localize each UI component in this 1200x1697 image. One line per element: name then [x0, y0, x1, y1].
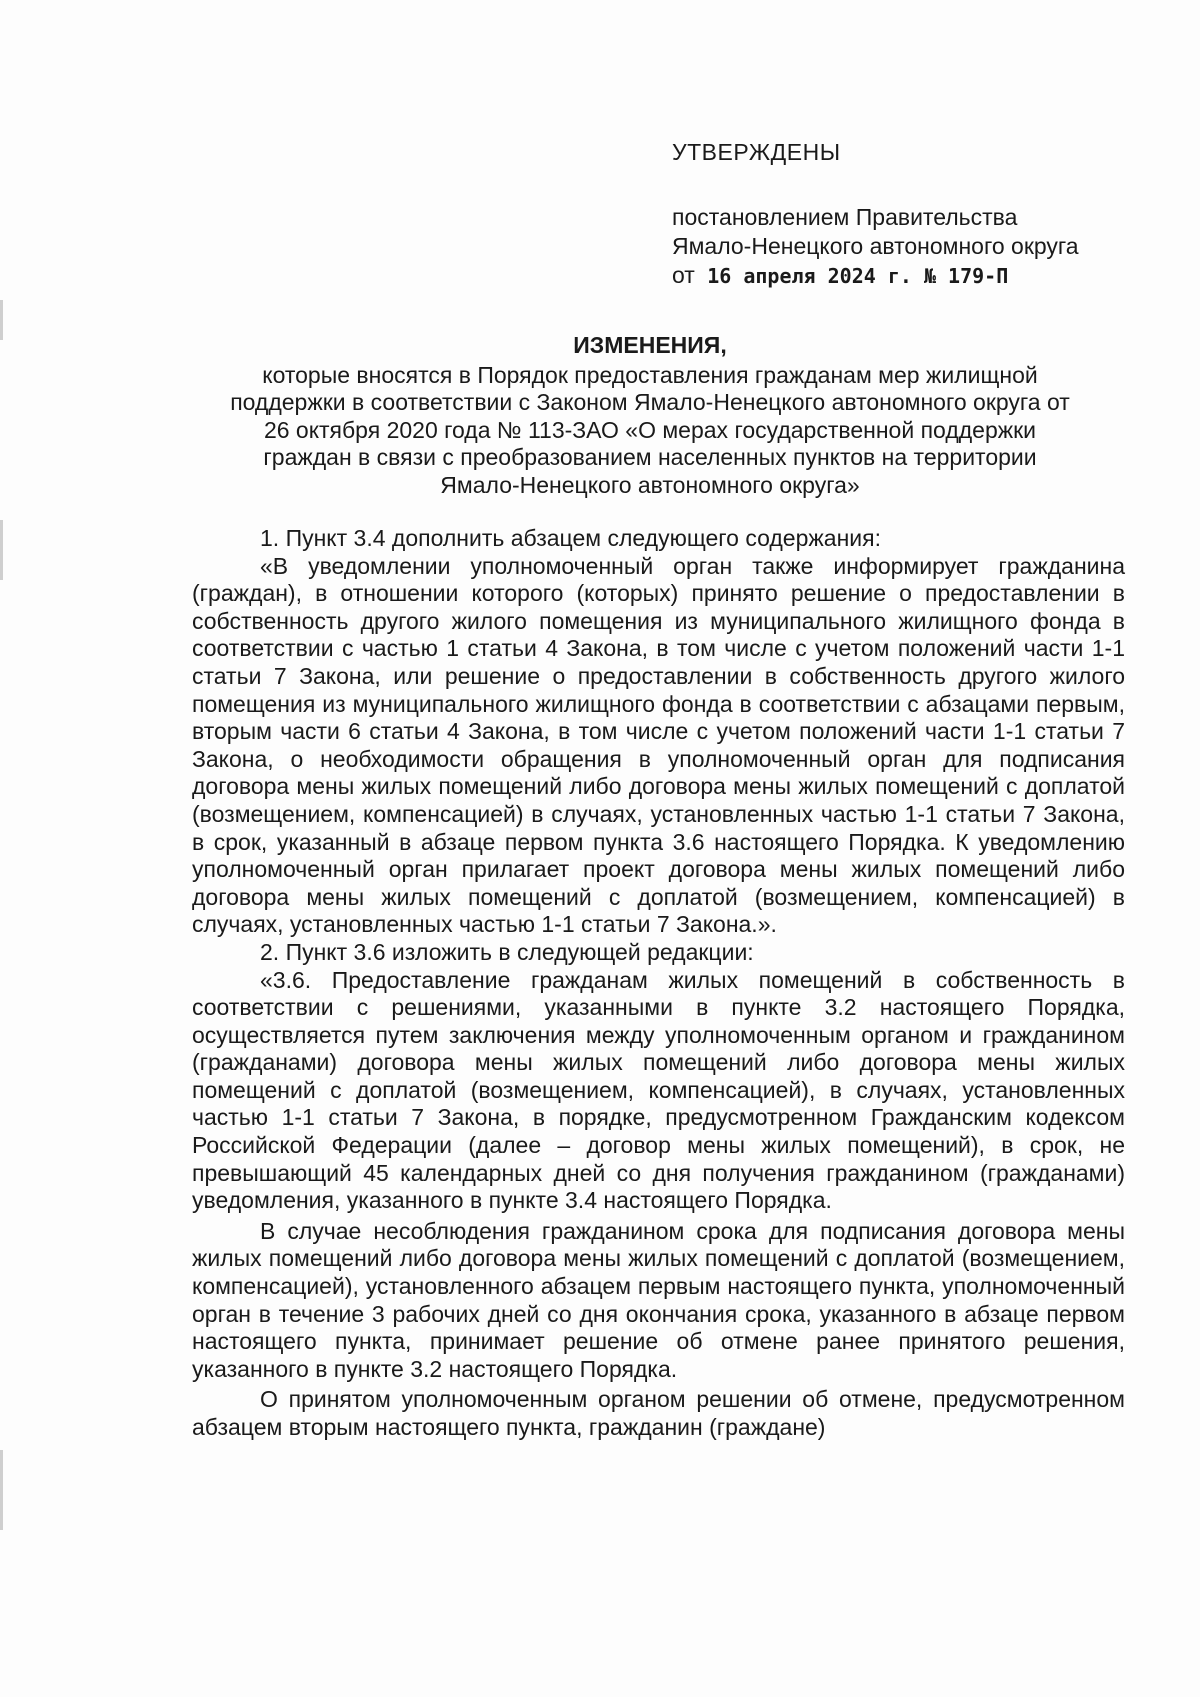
approval-line-decree: постановлением Правительства — [672, 204, 1018, 230]
approval-line-government: Ямало-Ненецкого автономного округа — [672, 233, 1079, 259]
document-body — [192, 525, 1125, 1442]
paragraph-item-1: 1. Пункт 3.4 дополнить абзацем следующего содержания: — [260, 525, 881, 551]
heading-title: ИЗМЕНЕНИЯ, — [573, 332, 727, 358]
approval-date — [672, 261, 1142, 291]
approval-block — [672, 138, 1142, 291]
heading-line: Ямало-Ненецкого автономного округа» — [440, 471, 860, 498]
scan-edge-mark — [0, 520, 3, 580]
heading-line: 26 октября 2020 года № 113-ЗАО «О мерах государственной поддержки — [263, 416, 1037, 443]
paragraph-non-compliance: В случае несоблюдения гражданином срока для подписания договора мены жилых помещений либо договора мены жилых помещений с доплатой (возмещением, компенсацией), установленного абзацем первым настоящего пункта, уполномоченный орган в течение 3 рабочих дней со дня окончания срока, указанного в абзаце первом настоящего пункта, принимает решение об отмене ранее принятого решения, указанного в пункте 3.2 настоящего Порядка. — [192, 1217, 1125, 1382]
approval-date-number: 16 апреля 2024 г. № 179-П — [707, 264, 1009, 288]
paragraph-quote-3-6: «3.6. Предоставление гражданам жилых помещений в собственность в соответствии с решениями, указанными в пункте 3.2 настоящего Порядка, осуществляется путем заключения между уполномоченным органом и гражданином (гражданами) договора мены жилых помещений либо договора мены жилых помещений с доплатой (возмещением, компенсацией), в случаях, установленных частью 1-1 статьи 7 Закона, в порядке, предусмотренном Гражданским кодексом Российской Федерации (далее – договор мены жилых помещений), в срок, не превышающий 45 календарных дней со дня получения гражданином (гражданами) уведомления, указанного в пункте 3.4 настоящего Порядка. — [192, 966, 1125, 1214]
heading-line: граждан в связи с преобразованием населенных пунктов на территории — [263, 444, 1037, 470]
heading-line: которые вносятся в Порядок предоставления гражданам мер жилищной — [262, 361, 1038, 388]
paragraph-item-2: 2. Пункт 3.6 изложить в следующей редакции: — [260, 938, 754, 965]
document-heading — [150, 332, 1150, 499]
approval-date-prefix: от — [672, 262, 695, 288]
scan-edge-mark — [0, 300, 3, 340]
paragraph-cancellation-notice: О принятом уполномоченным органом решении об отмене, предусмотренном абзацем вторым настоящего пункта, гражданин (граждане) — [192, 1386, 1125, 1440]
heading-line: поддержки в соответствии с Законом Ямало-Ненецкого автономного округа от — [230, 389, 1070, 415]
paragraph-quote-3-4: «В уведомлении уполномоченный орган также информирует гражданина (граждан), в отношении которого (которых) принято решение о предоставлении в собственность другого жилого помещения из муниципального жилищного фонда в соответствии с частью 1 статьи 4 Закона, в том числе с учетом положений части 1-1 статьи 7 Закона, или решение о предоставлении в собственность другого жилого помещения из муниципального жилищного фонда в соответствии с абзацами первым, вторым части 6 статьи 4 Закона, в том числе с учетом положений части 1-1 статьи 7 Закона, о необходимости обращения в уполномоченный орган для подписания договора мены жилых помещений либо договора мены жилых помещений с доплатой (возмещением, компенсацией) в случаях, установленных частью 1-1 статьи 7 Закона, в срок, указанный в абзаце первом пункта 3.6 настоящего Порядка. К уведомлению уполномоченный орган прилагает проект договора мены жилых помещений либо договора мены жилых помещений с доплатой (возмещением, компенсацией) в случаях, установленных частью 1-1 статьи 7 Закона.». — [192, 552, 1125, 938]
approval-title: УТВЕРЖДЕНЫ — [672, 139, 841, 165]
scan-edge-mark — [0, 1450, 3, 1530]
